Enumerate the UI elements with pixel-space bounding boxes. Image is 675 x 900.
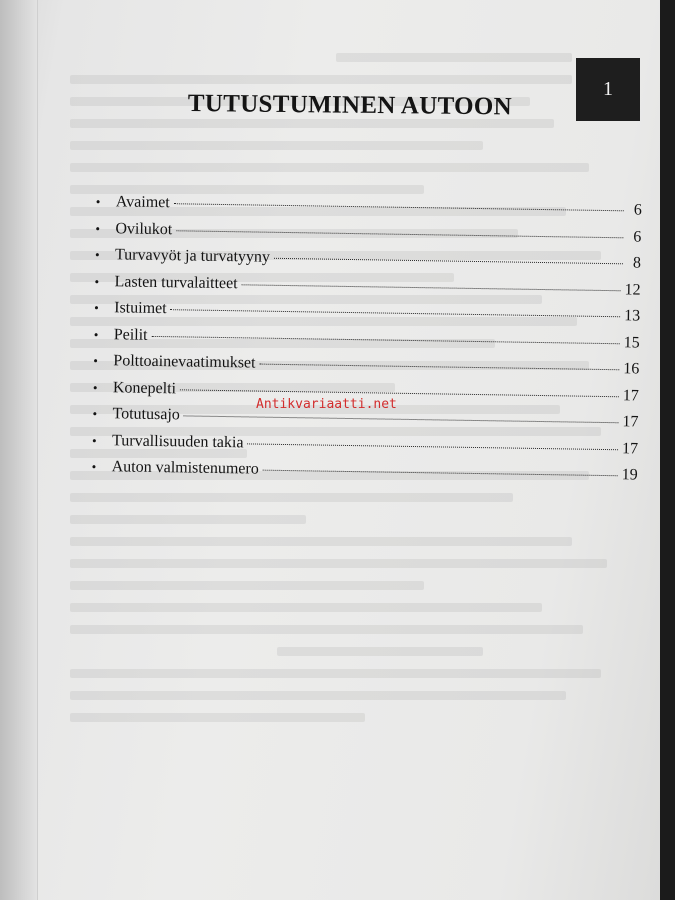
page-title: TUTUSTUMINEN AUTOON	[187, 90, 513, 121]
toc-item-page-number: 17	[622, 386, 640, 405]
toc-item-label: Polttoainevaatimukset	[113, 352, 256, 372]
toc-item-label: Avaimet	[115, 193, 170, 212]
toc-item-label: Turvavyöt ja turvatyyny	[114, 246, 271, 266]
toc-item-page-number: 15	[623, 333, 640, 352]
bullet-icon: •	[93, 326, 99, 342]
dot-leader	[184, 415, 619, 423]
toc-item-label: Auton valmistenumero	[111, 458, 259, 478]
table-of-contents	[91, 193, 642, 493]
toc-item-label: Turvallisuuden takia	[111, 431, 244, 451]
dot-leader	[247, 443, 618, 450]
toc-item-page-number: 12	[624, 280, 641, 299]
dot-leader	[152, 335, 620, 343]
toc-item-page-number: 13	[624, 307, 641, 325]
bullet-icon: •	[94, 299, 99, 316]
toc-item-label: Konepelti	[112, 378, 177, 397]
bullet-icon: •	[92, 432, 97, 448]
page-fold-shadow	[0, 0, 38, 900]
toc-item-page-number: 8	[632, 254, 642, 272]
bullet-icon: •	[94, 246, 100, 263]
toc-item-label: Ovilukot	[115, 219, 173, 238]
toc-item-page-number: 17	[622, 413, 639, 431]
dot-leader	[242, 284, 621, 291]
dot-leader	[171, 309, 621, 317]
dot-leader	[176, 230, 623, 238]
watermark: Antikvariaatti.net	[256, 397, 397, 412]
dot-leader	[274, 258, 623, 264]
toc-item-page-number: 6	[633, 227, 642, 246]
toc-item-label: Lasten turvalaitteet	[114, 272, 238, 292]
bullet-icon: •	[92, 405, 98, 422]
toc-item-page-number: 6	[633, 201, 642, 219]
toc-item-label: Peilit	[113, 325, 148, 344]
toc-item-page-number: 16	[623, 360, 640, 378]
dot-leader	[174, 203, 624, 211]
bullet-icon: •	[91, 458, 97, 475]
chapter-number: 1	[603, 78, 613, 100]
toc-item-label: Totutusajo	[112, 405, 180, 424]
chapter-number-tab	[576, 58, 640, 121]
toc-item-label: Istuimet	[114, 299, 167, 318]
bullet-icon: •	[94, 273, 100, 289]
dot-leader	[180, 389, 619, 397]
toc-item-page-number: 19	[621, 466, 638, 484]
dot-leader	[263, 470, 618, 477]
bullet-icon: •	[93, 352, 99, 369]
toc-item-page-number: 17	[621, 439, 639, 458]
bullet-icon: •	[95, 220, 101, 236]
bullet-icon: •	[92, 379, 98, 395]
dot-leader	[260, 364, 620, 371]
bullet-icon: •	[95, 193, 101, 210]
